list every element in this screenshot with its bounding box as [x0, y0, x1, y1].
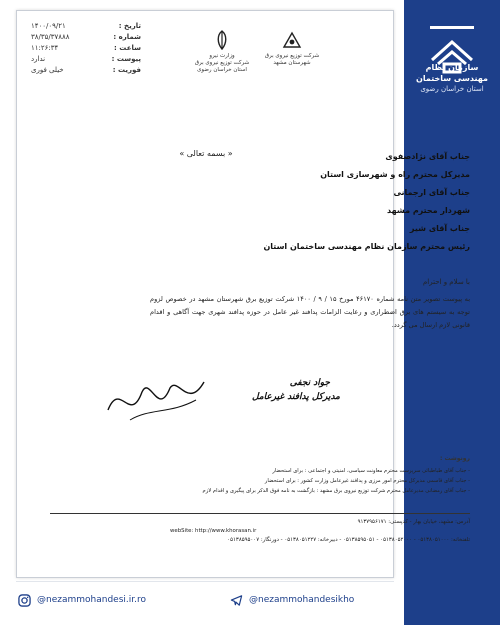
instagram-handle: @nezammohandesi.ir.ro: [37, 595, 146, 605]
cc-item: - جناب آقای طباطبائی سرپرست محترم معاونت سیاسی، امنیتی و اجتماعی : برای استحضار: [272, 468, 470, 474]
addressee-line: مدیرکل محترم راه و شهرسازی استان: [320, 170, 470, 179]
footer-website[interactable]: webSite: http://www.khorasan.ir: [170, 528, 257, 534]
addressee-line: جناب آقای شیر: [409, 224, 470, 233]
instagram-link[interactable]: [18, 590, 198, 610]
signer-name: جواد نجفی: [289, 378, 330, 388]
signer-title: مدیرکل پدافند غیرعامل: [252, 392, 340, 402]
letter-body: به پیوست تصویر متن نامه شماره ۴۶۱۷۰ مورخ ۱۵ / ۹ / ۱۴۰۰ شرکت توزیع برق شهرستان مشهد در خصوص لزوم توجه به سیستم های برق اضطراری و رعایت الزامات پدافند غیر عامل در حوزه پدافند شهری جهت آگاهی و اقدام قانونی لازم ارسال می گردد.: [150, 295, 471, 329]
social-divider: [16, 581, 394, 582]
addressee-block: [170, 148, 470, 256]
meta-number: شماره : ۳۸/۳۵/۳۷۸۸۸: [31, 33, 141, 41]
meta-date: تاریخ : ۱۴۰۰/۰۹/۲۱: [31, 22, 141, 30]
meta-priority: فوریت : خیلی فوری: [31, 66, 141, 74]
meta-attachment: پیوست : ندارد: [31, 55, 141, 63]
basmala: « بسمه تعالی »: [179, 149, 233, 158]
cc-heading: رونوشت :: [440, 455, 470, 462]
footer-divider: [50, 513, 470, 514]
company-emblem: شرکت توزیع نیروی برق شهرستان مشهد: [262, 29, 322, 67]
instagram-icon: [18, 594, 31, 607]
ministry-emblem: وزارت نیرو شرکت توزیع نیروی برق استان خراسان رضوی: [192, 29, 252, 74]
addressee-line: رئیس محترم سازمان نظام مهندسی ساختمان استان: [263, 242, 470, 251]
cc-item: - جناب آقای قاسمی مدیرکل محترم امور مرزی و پدافند غیرعامل وزارت کشور : برای استحضار: [264, 478, 470, 484]
letter-meta: [31, 21, 141, 76]
greeting: با سلام و احترام: [422, 278, 470, 286]
addressee-line: جناب آقای ارجمانی: [393, 188, 470, 197]
telegram-handle: @nezammohandesikho: [249, 595, 355, 605]
signature-scribble-icon: [100, 370, 210, 430]
telegram-link[interactable]: [230, 590, 390, 610]
cc-list: [140, 466, 470, 496]
brand-name: سازمان نظام مهندسی ساختمان: [416, 63, 488, 83]
company-logo-icon: [280, 29, 304, 51]
addressee-line: شهردار محترم مشهد: [387, 206, 470, 215]
iran-emblem-icon: [213, 29, 231, 51]
addressee-line: جناب آقای نژادصفوی: [385, 152, 470, 161]
telegram-icon: [230, 594, 243, 607]
brand-subtitle: استان خراسان رضوی: [420, 85, 484, 93]
footer-phones: تلفنخانه: ۰۵۱۳۸۰۵۱۰۰۰ - ۰۵۱۳۸۰۵۲۰۰۰ - ۰۵۱۳۸۵۹۵۰۵۱ - دبیرخانه: ۰۵۱۳۸۰۵۱۲۲۷ - دورنگار: ۰۵۱۳۸۵۹۵۰۰۷: [227, 537, 470, 543]
cc-item: - جناب آقای رمضانی مدیرعامل محترم شرکت توزیع نیروی برق مشهد : بازگشت به نامه فوق الذکر برای پیگیری و اقدام لازم: [202, 488, 470, 494]
footer-address: آدرس: مشهد، خیابان بهار - کدپستی: ۹۱۳۷۹۵۶۱۷۱: [357, 519, 470, 525]
letter-footer: [170, 518, 470, 545]
meta-time: ساعت : ۱۱:۲۶:۳۴: [31, 44, 141, 52]
